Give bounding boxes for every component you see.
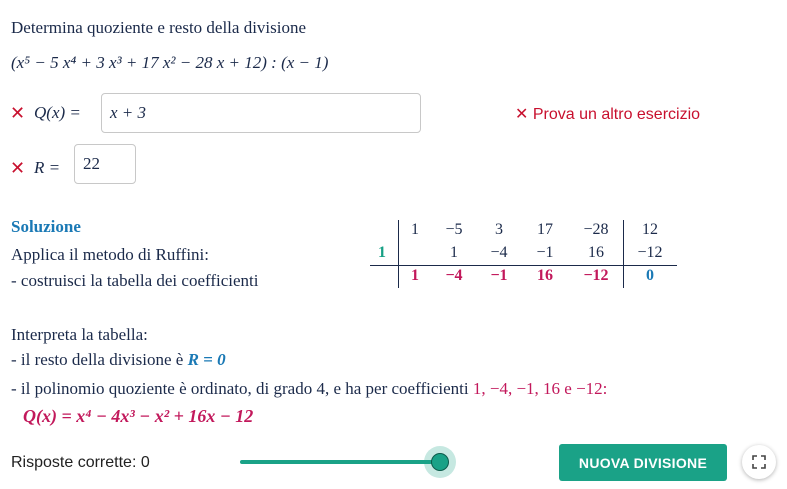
ruffini-remainder: 0 [646,267,654,284]
score-label: Risposte corrette: 0 [11,454,150,471]
ruffini-product: 1 [450,244,458,261]
ruffini-coef: 1 [411,221,419,238]
quotient-coefficients: 1, −4, −1, 16 e −12: [472,379,608,398]
ruffini-result: −4 [445,267,463,284]
r-label: R = [34,158,61,177]
ruffini-coef: −5 [445,221,463,238]
try-another-link[interactable]: ✕ Prova un altro esercizio [515,106,701,123]
wrong-r-icon: ✕ [10,158,26,179]
division-expression: (x⁵ − 5 x⁴ + 3 x³ + 17 x² − 28 x + 12) : (x − 1) [11,53,329,72]
ruffini-product: −12 [637,244,663,261]
ruffini-result: 1 [411,267,419,284]
quotient-result: Q(x) = x⁴ − 4x³ − x² + 16x − 12 [23,406,254,426]
new-division-button[interactable]: NUOVA DIVISIONE [559,444,727,481]
quotient-input[interactable]: x + 3 [101,93,421,133]
quotient-text: - il polinomio quoziente è ordinato, di grado 4, e ha per coefficienti [11,379,473,398]
q-label: Q(x) = [34,103,81,122]
quotient-sentence [11,379,607,399]
remainder-value: R = 0 [187,350,226,369]
wrong-q-icon: ✕ [10,103,26,124]
ruffini-result: 16 [537,267,553,284]
ruffini-hline [370,265,677,266]
remainder-text: - il resto della divisione è [11,350,188,369]
ruffini-result: −12 [583,267,609,284]
exercise-title: Determina quoziente e resto della divisione [11,18,307,37]
solution-heading: Soluzione [11,217,81,236]
ruffini-coef: −28 [583,221,609,238]
ruffini-coef: 3 [495,221,503,238]
ruffini-coef: 17 [537,221,553,238]
interpret-heading: Interpreta la tabella: [11,325,148,344]
ruffini-vline-right [623,220,624,288]
progress-slider-track[interactable] [240,460,440,464]
ruffini-product: −4 [490,244,508,261]
fullscreen-icon [752,455,766,469]
ruffini-coef: 12 [642,221,658,238]
remainder-input[interactable]: 22 [74,144,136,184]
ruffini-product: −1 [536,244,554,261]
ruffini-root: 1 [378,244,386,261]
solution-line2: - costruisci la tabella dei coefficienti [11,271,259,290]
solution-line1: Applica il metodo di Ruffini: [11,245,209,264]
fullscreen-button[interactable] [742,445,776,479]
ruffini-product: 16 [588,244,604,261]
slider-knob[interactable] [431,453,449,471]
remainder-sentence [11,350,226,370]
ruffini-result: −1 [490,267,508,284]
